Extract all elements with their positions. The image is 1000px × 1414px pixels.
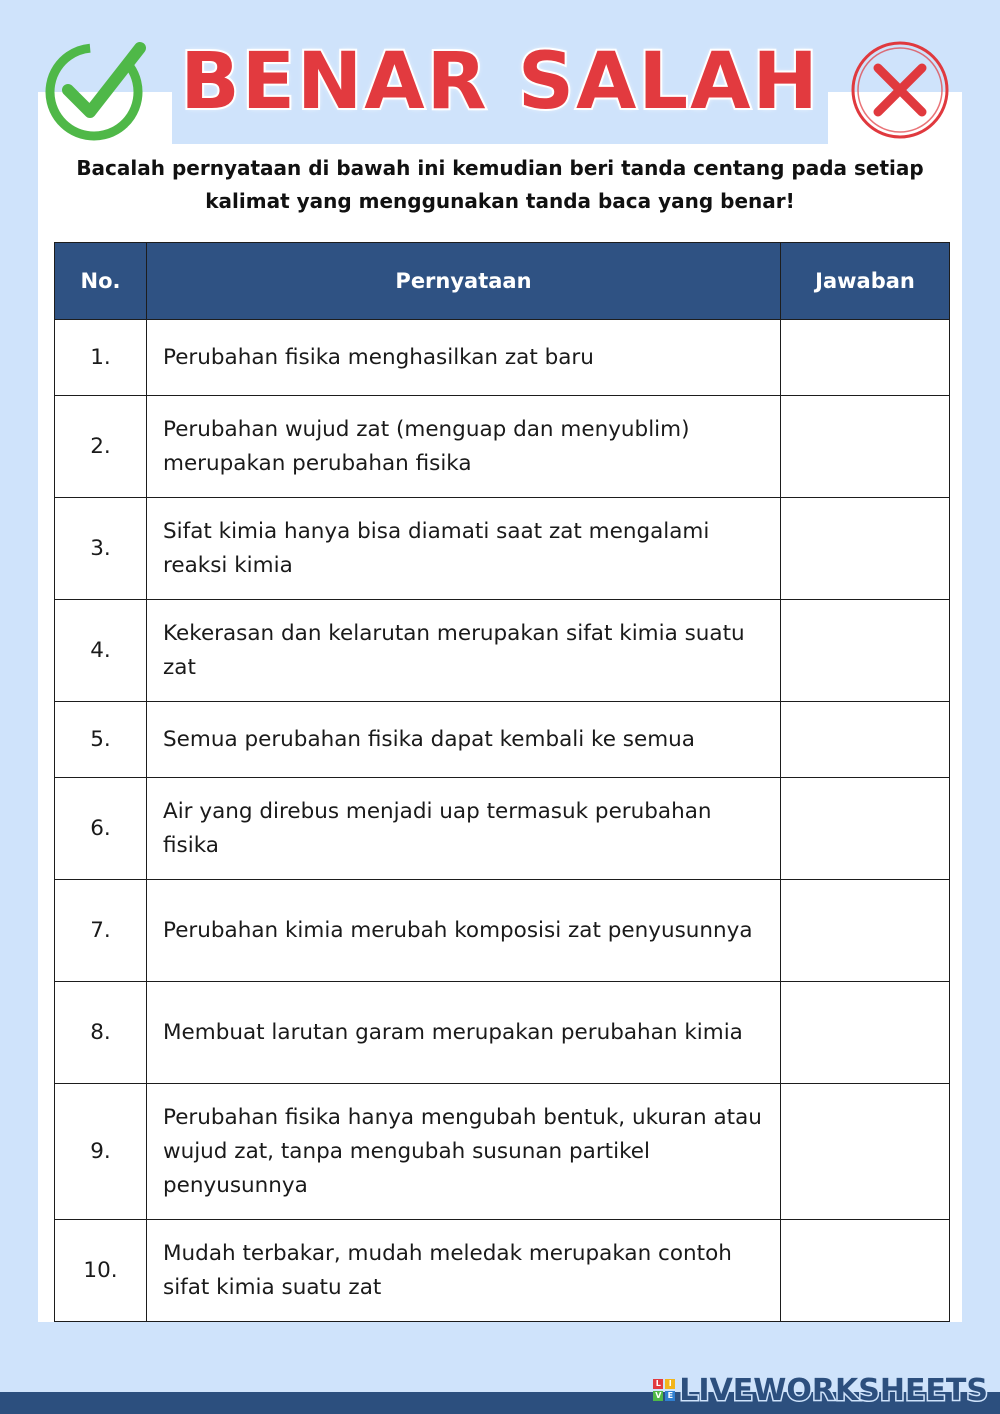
answer-cell[interactable] — [781, 498, 950, 600]
answer-cell[interactable] — [781, 600, 950, 702]
row-number: 3. — [55, 498, 147, 600]
logo-letter: L — [653, 1379, 663, 1389]
answer-cell[interactable] — [781, 1220, 950, 1322]
table-row — [55, 1084, 950, 1220]
row-statement: Mudah terbakar, mudah meledak merupakan contoh sifat kimia suatu zat — [147, 1220, 781, 1322]
column-header-answer: Jawaban — [781, 243, 950, 320]
row-statement: Kekerasan dan kelarutan merupakan sifat kimia suatu zat — [147, 600, 781, 702]
row-statement: Air yang direbus menjadi uap termasuk perubahan fisika — [147, 778, 781, 880]
logo-letter: V — [655, 1391, 662, 1400]
table-header-row — [55, 243, 950, 320]
cross-icon — [848, 38, 952, 142]
instruction-text: Bacalah pernyataan di bawah ini kemudian beri tanda centang pada setiap kalimat yang menggunakan tanda baca yang benar! — [76, 156, 924, 213]
row-number: 1. — [55, 320, 147, 396]
row-number: 2. — [55, 396, 147, 498]
logo-letter: E — [665, 1391, 675, 1401]
table-row — [55, 702, 950, 778]
row-statement: Membuat larutan garam merupakan perubahan kimia — [147, 982, 781, 1084]
answer-cell[interactable] — [781, 880, 950, 982]
table-row — [55, 982, 950, 1084]
answer-cell[interactable] — [781, 702, 950, 778]
logo-mark-icon — [653, 1379, 675, 1401]
table-row — [55, 320, 950, 396]
row-statement: Perubahan wujud zat (menguap dan menyublim) merupakan perubahan fisika — [147, 396, 781, 498]
table-row — [55, 1220, 950, 1322]
row-statement: Sifat kimia hanya bisa diamati saat zat mengalami reaksi kimia — [147, 498, 781, 600]
table-row — [55, 880, 950, 982]
table-row — [55, 600, 950, 702]
answer-cell[interactable] — [781, 396, 950, 498]
row-number: 5. — [55, 702, 147, 778]
check-icon — [44, 38, 148, 142]
answer-cell[interactable] — [781, 1084, 950, 1220]
liveworksheets-logo[interactable] — [653, 1372, 988, 1408]
row-statement: Semua perubahan fisika dapat kembali ke semua — [147, 702, 781, 778]
row-number: 7. — [55, 880, 147, 982]
table-row — [55, 498, 950, 600]
row-statement: Perubahan fisika hanya mengubah bentuk, ukuran atau wujud zat, tanpa mengubah susunan partikel penyusunnya — [147, 1084, 781, 1220]
row-number: 9. — [55, 1084, 147, 1220]
row-number: 10. — [55, 1220, 147, 1322]
page-title: BENAR SALAH — [180, 37, 820, 127]
answer-cell[interactable] — [781, 778, 950, 880]
row-statement: Perubahan kimia merubah komposisi zat penyusunnya — [147, 880, 781, 982]
logo-letter: I — [665, 1379, 675, 1389]
row-statement: Perubahan fisika menghasilkan zat baru — [147, 320, 781, 396]
column-header-statement: Pernyataan — [147, 243, 781, 320]
row-number: 4. — [55, 600, 147, 702]
table-row — [55, 396, 950, 498]
table-row — [55, 778, 950, 880]
row-number: 6. — [55, 778, 147, 880]
answer-cell[interactable] — [781, 320, 950, 396]
row-number: 8. — [55, 982, 147, 1084]
column-header-no: No. — [55, 243, 147, 320]
answer-cell[interactable] — [781, 982, 950, 1084]
logo-text: LIVEWORKSHEETS — [679, 1372, 988, 1408]
true-false-table — [54, 242, 950, 1322]
